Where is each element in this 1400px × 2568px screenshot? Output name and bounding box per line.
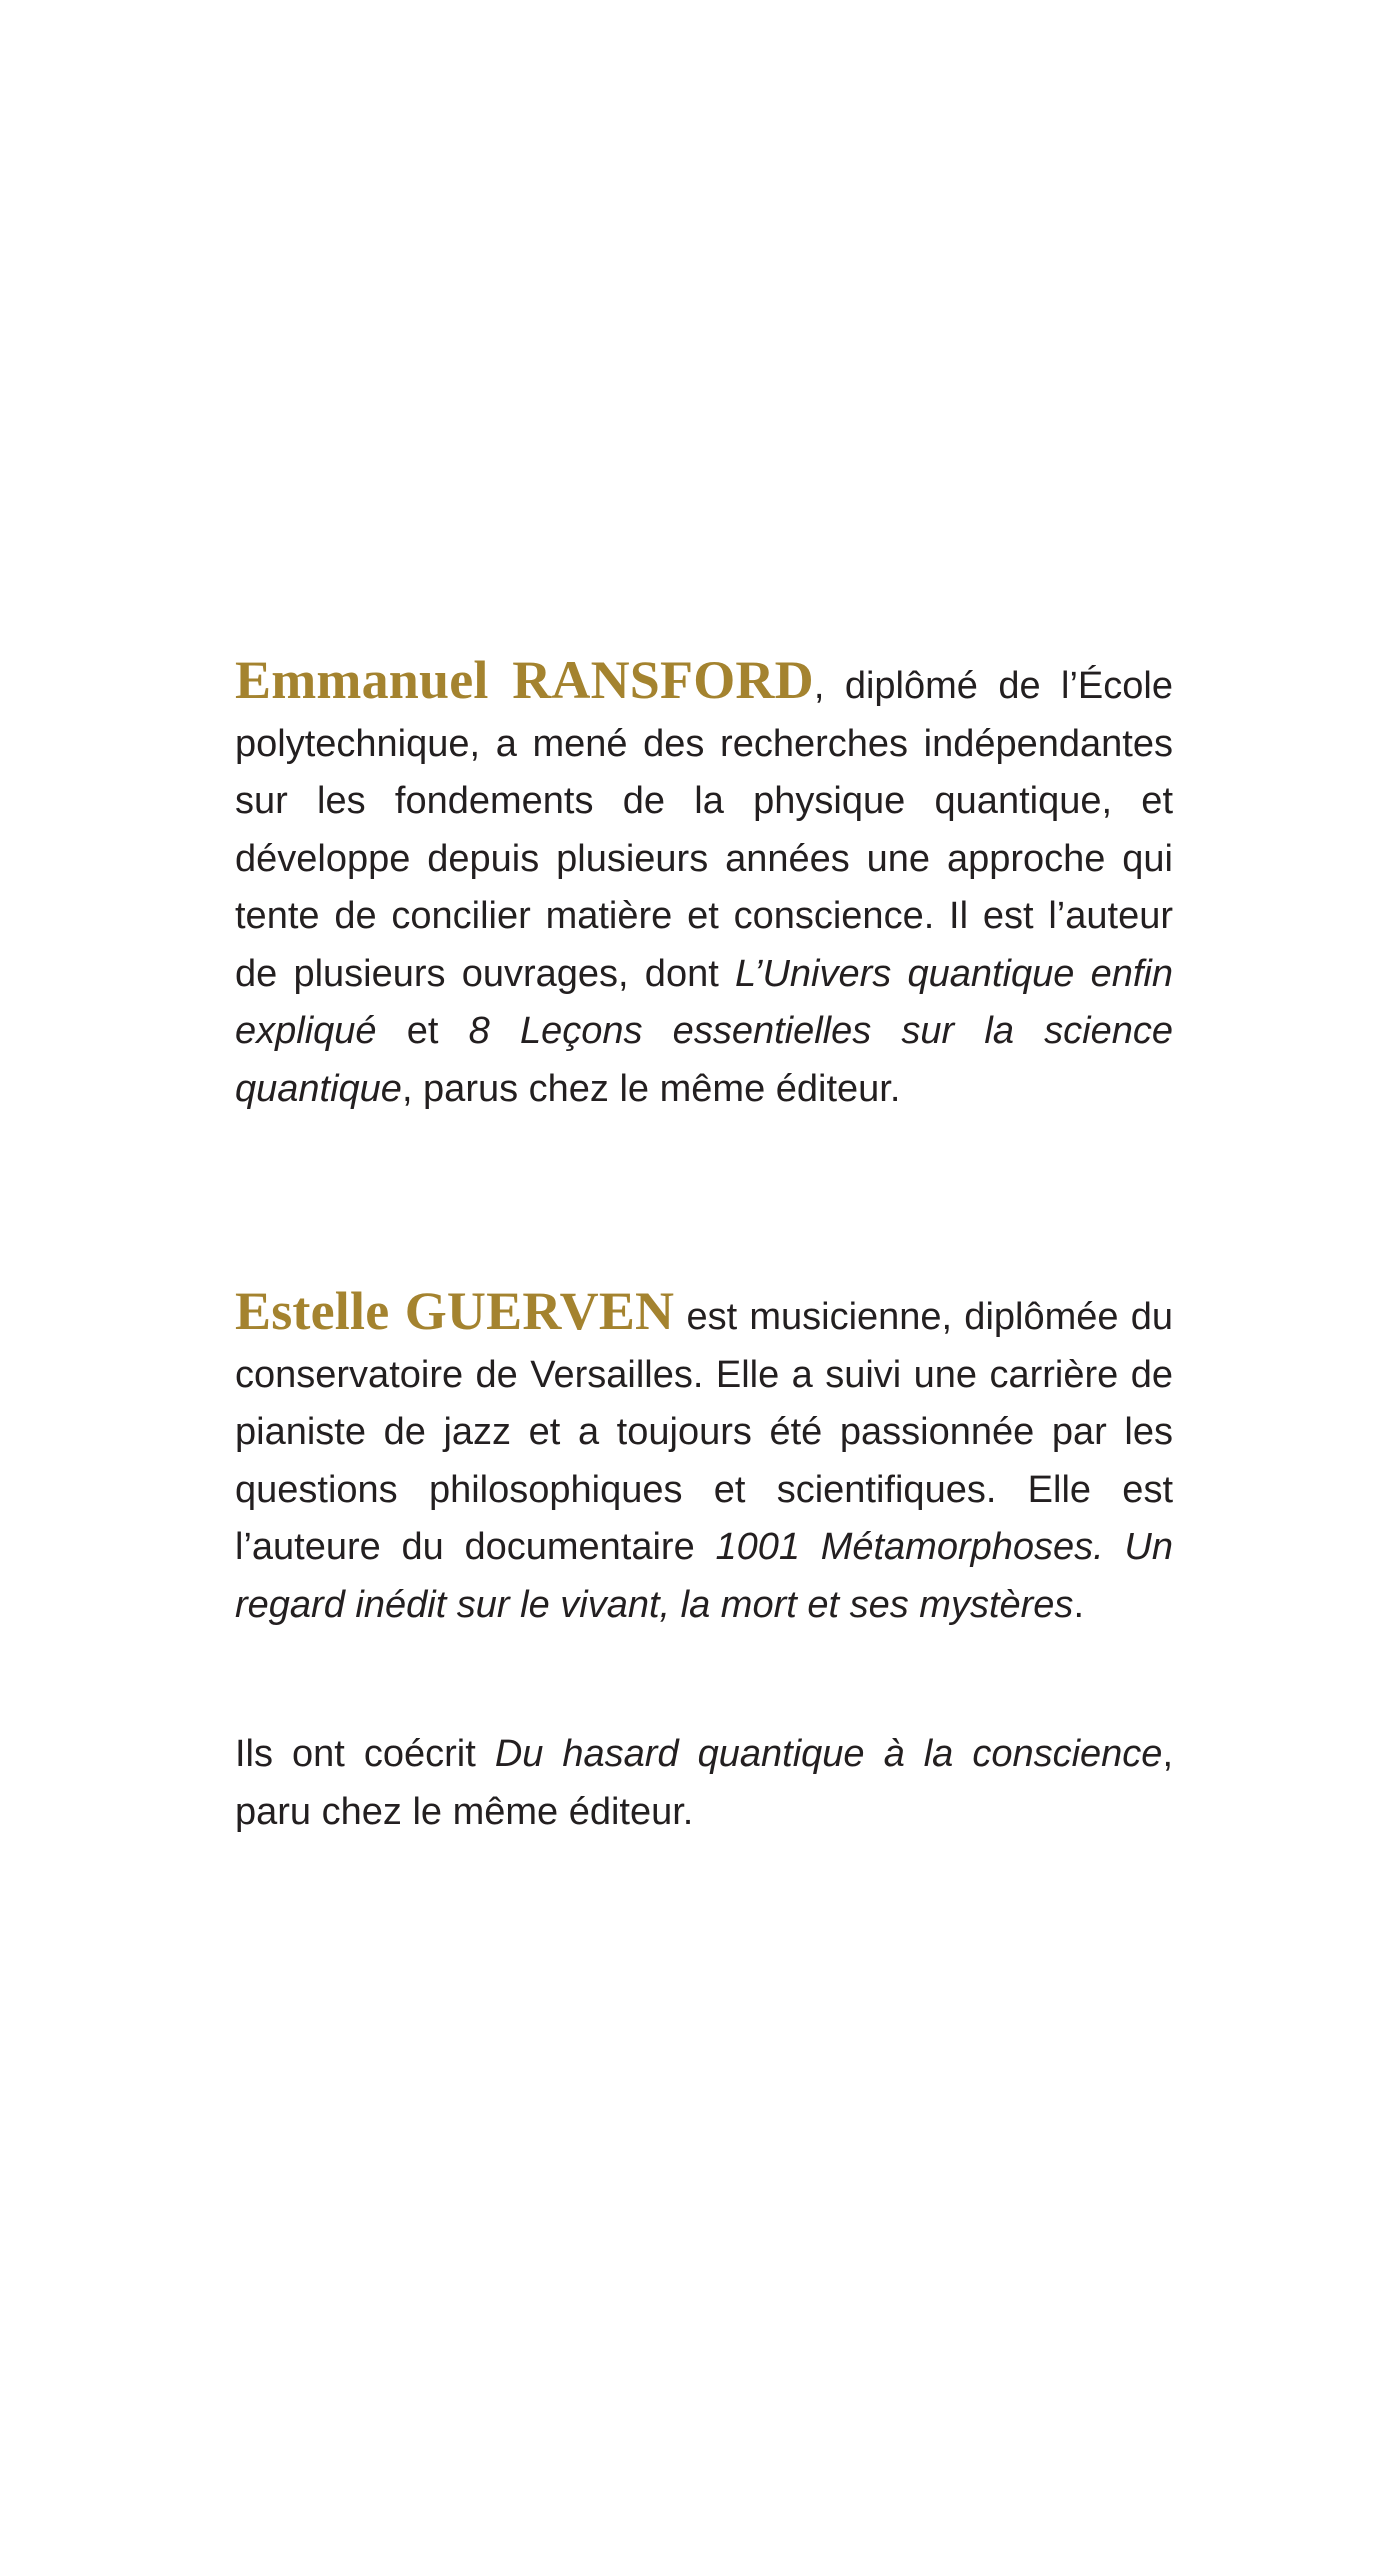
- joint-text: , paru chez le même éditeur.: [235, 1733, 1174, 1833]
- author-name: Estelle GUERVEN: [235, 1281, 675, 1341]
- bio-text: , parus chez le même éditeur.: [401, 1067, 901, 1110]
- author-bio-ransford: [235, 652, 1173, 1118]
- author-name: Emmanuel RANSFORD: [235, 650, 814, 710]
- bio-text: , diplômé de l’École polytechnique, a mené des recherches indépendantes sur les fondements de la physique quantique, et développe depuis plusieurs années une approche qui tente de concilier matière et conscience. Il est l’auteur de plusieurs ouvrages, dont: [235, 665, 1173, 995]
- author-bio-guerven: [235, 1283, 1173, 1634]
- bio-text: et: [376, 1010, 469, 1052]
- joint-work-note: [235, 1726, 1173, 1841]
- bio-text: .: [1073, 1583, 1084, 1626]
- bio-text: est musicienne, diplômée du conservatoire de Versailles. Elle a suivi une carrière de pianiste de jazz et a toujours été passionnée par les questions philosophiques et scientifiques. Elle est l’auteure du documentaire: [235, 1296, 1173, 1568]
- book-title: Du hasard quantique à la conscience: [494, 1733, 1163, 1775]
- book-title: 8 Leçons essentielles sur la science quantique: [235, 1010, 1174, 1110]
- book-title: L’Univers quantique enfin expliqué: [235, 952, 1173, 1052]
- joint-text: Ils ont coécrit: [235, 1733, 495, 1775]
- documentary-title: 1001 Métamorphoses. Un regard inédit sur le vivant, la mort et ses mystères: [235, 1526, 1173, 1626]
